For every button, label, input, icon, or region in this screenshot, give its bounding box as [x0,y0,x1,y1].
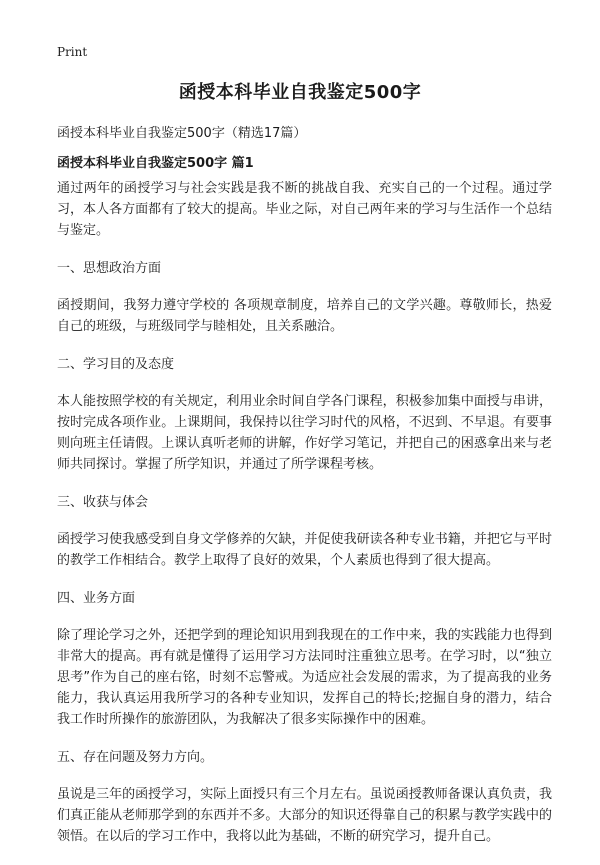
paragraph-study-attitude: 本人能按照学校的有关规定，利用业余时间自学各门课程，积极参加集中面授与串讲，按时完成各项作业。上课期间，我保持以往学习时代的风格，不迟到、不早退。有要事则向班主任请假。上课认真听老师的讲解，作好学习笔记，并把自己的困惑拿出来与老师共同探讨。掌握了所学知识，并通过了所学课程考核。 [57,394,552,472]
page-title: 函授本科毕业自我鉴定500字 [178,82,422,103]
paragraph-problems: 虽说是三年的函授学习，实际上面授只有三个月左右。虽说函授教师备课认真负责，我们真正能从老师那学到的东西并不多。大部分的知识还得靠自己的积累与教学实践中的领悟。在以后的学习工作中，我将以此为基础，不断的研究学习，提升自己。 [57,787,552,844]
heading-gains: 三、收获与体会 [57,495,149,510]
heading-study-attitude: 二、学习目的及态度 [57,357,175,372]
print-label: Print [57,45,88,59]
heading-problems: 五、存在问题及努力方向。 [57,750,214,765]
document-subtitle: 函授本科毕业自我鉴定500字（精选17篇） [57,126,307,141]
paragraph-business: 除了理论学习之外，还把学到的理论知识用到我现在的工作中来，我的实践能力也得到非常大的提高。再有就是懂得了运用学习方法同时注重独立思考。在学习时，以“独立思考”作为自己的座右铭，时刻不忘警戒。为适应社会发展的需求，为了提高我的业务能力，我认真运用我所学习的各种专业知识，发挥自己的特长;挖掘自身的潜力，结合我工作时所操作的旅游团队，为我解决了很多实际操作中的困难。 [57,628,552,727]
heading-business: 四、业务方面 [57,591,136,606]
paragraph-gains: 函授学习使我感受到自身文学修养的欠缺，并促使我研读各种专业书籍，并把它与平时的教学工作相结合。教学上取得了良好的效果，个人素质也得到了很大提高。 [57,532,552,568]
article-body [57,178,552,865]
section-title: 函授本科毕业自我鉴定500字 篇1 [57,156,254,171]
intro-paragraph: 通过两年的函授学习与社会实践是我不断的挑战自我、充实自己的一个过程。通过学习，本人各方面都有了较大的提高。毕业之际，对自己两年来的学习与生活作一个总结与鉴定。 [57,181,552,238]
paragraph-politics: 函授期间，我努力遵守学校的 各项规章制度，培养自己的文学兴趣。尊敬师长，热爱自己的班级，与班级同学与睦相处，且关系融洽。 [57,298,552,334]
heading-politics: 一、思想政治方面 [57,261,162,276]
